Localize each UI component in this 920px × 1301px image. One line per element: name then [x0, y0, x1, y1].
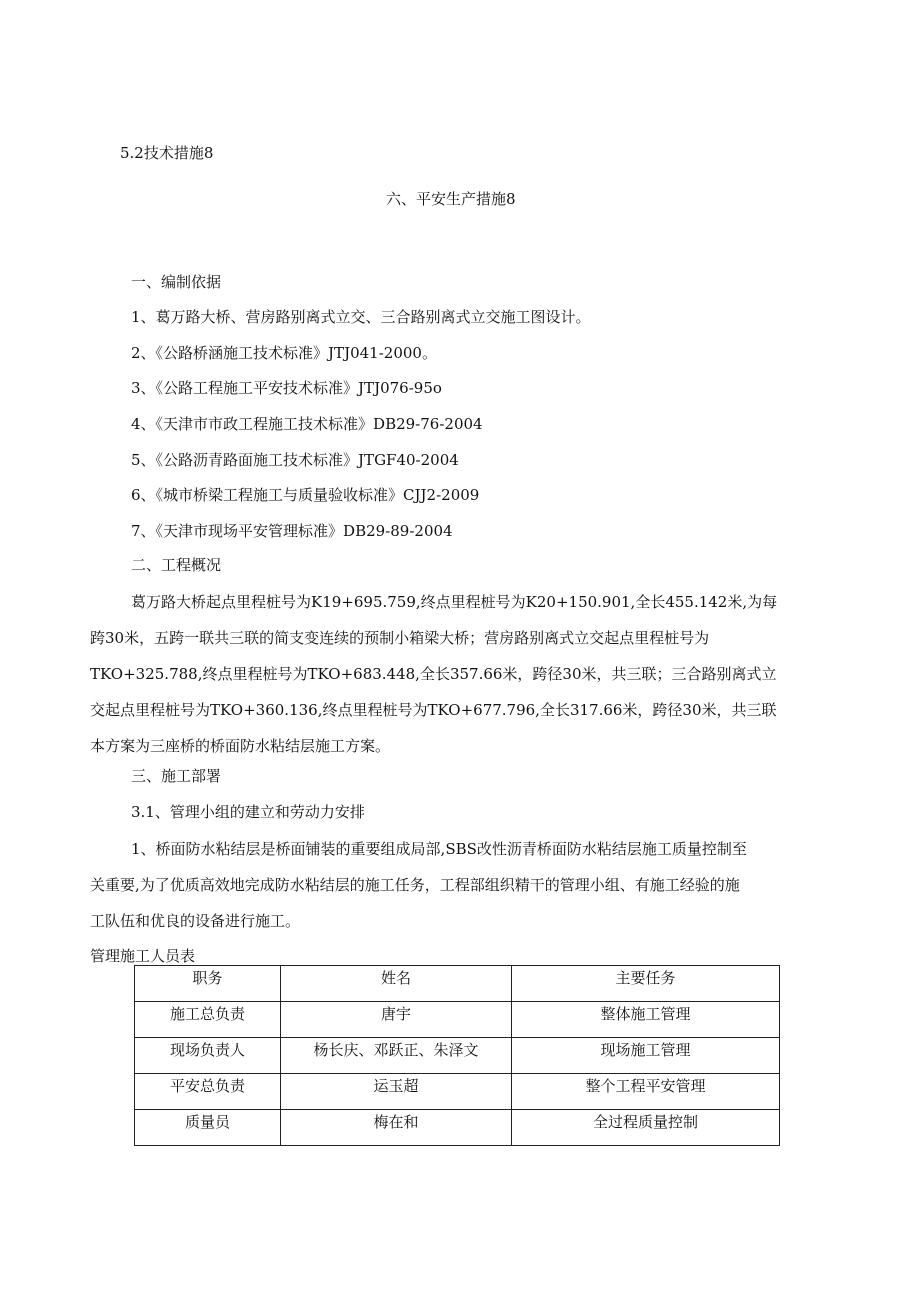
table-row: [135, 1002, 780, 1038]
table-row: [135, 1074, 780, 1110]
paragraph-line: TKO+325.788,终点里程桩号为TKO+683.448,全长357.66米，跨径30米，共三联；三合路别离式立: [90, 665, 777, 683]
toc-item-6: 六、平安生产措施8: [386, 190, 516, 208]
table-cell: 运玉超: [281, 1074, 512, 1110]
reference-item: 1、葛万路大桥、营房路别离式立交、三合路别离式立交施工图设计。: [131, 308, 591, 326]
reference-item: 4、《天津市市政工程施工技术标准》DB29-76-2004: [131, 415, 483, 433]
header-cell: 姓名: [281, 966, 512, 1002]
table-header-row: [135, 966, 780, 1002]
table-cell: 施工总负责: [135, 1002, 281, 1038]
table-cell: 唐宇: [281, 1002, 512, 1038]
staff-table: [134, 965, 780, 1146]
section-3-heading: 三、施工部署: [131, 767, 222, 785]
table-cell: 整个工程平安管理: [512, 1074, 780, 1110]
section-1-heading: 一、编制依据: [131, 273, 222, 291]
reference-item: 2、《公路桥涵施工技术标准》JTJ041-2000。: [131, 344, 437, 362]
table-row: [135, 1110, 780, 1146]
table-cell: 整体施工管理: [512, 1002, 780, 1038]
paragraph-line: 1、桥面防水粘结层是桥面铺装的重要组成局部,SBS改性沥青桥面防水粘结层施工质量控制至: [131, 840, 747, 858]
table-caption: 管理施工人员表: [90, 947, 196, 965]
paragraph-line: 交起点里程桩号为TKO+360.136,终点里程桩号为TKO+677.796,全长317.66米，跨径30米，共三联: [90, 701, 777, 719]
header-cell: 职务: [135, 966, 281, 1002]
section-3-1-heading: 3.1、管理小组的建立和劳动力安排: [131, 803, 365, 821]
toc-item-5-2: 5.2技术措施8: [120, 144, 214, 162]
reference-item: 7、《天津市现场平安管理标准》DB29-89-2004: [131, 522, 453, 540]
table-cell: 全过程质量控制: [512, 1110, 780, 1146]
paragraph-line: 关重要,为了优质高效地完成防水粘结层的施工任务，工程部组织精干的管理小组、有施工经验的施: [90, 876, 740, 894]
table-cell: 质量员: [135, 1110, 281, 1146]
table-cell: 现场负责人: [135, 1038, 281, 1074]
table-row: [135, 1038, 780, 1074]
paragraph-line: 跨30米，五跨一联共三联的简支变连续的预制小箱梁大桥；营房路别离式立交起点里程桩号为: [90, 629, 710, 647]
reference-item: 3、《公路工程施工平安技术标准》JTJ076-95o: [131, 379, 442, 397]
table-cell: 现场施工管理: [512, 1038, 780, 1074]
table-cell: 平安总负责: [135, 1074, 281, 1110]
section-2-heading: 二、工程概况: [131, 556, 222, 574]
table-cell: 杨长庆、邓跃正、朱泽文: [281, 1038, 512, 1074]
reference-item: 5、《公路沥青路面施工技术标准》JTGF40-2004: [131, 451, 459, 469]
paragraph-line: 工队伍和优良的设备进行施工。: [90, 912, 301, 930]
reference-item: 6、《城市桥梁工程施工与质量验收标准》CJJ2-2009: [131, 486, 480, 504]
project-overview-paragraph: [90, 584, 830, 764]
management-paragraph: [90, 831, 830, 939]
paragraph-line: 葛万路大桥起点里程桩号为K19+695.759,终点里程桩号为K20+150.901,全长455.142米,为每: [131, 593, 778, 611]
header-cell: 主要任务: [512, 966, 780, 1002]
paragraph-line: 本方案为三座桥的桥面防水粘结层施工方案。: [90, 737, 391, 755]
table-cell: 梅在和: [281, 1110, 512, 1146]
